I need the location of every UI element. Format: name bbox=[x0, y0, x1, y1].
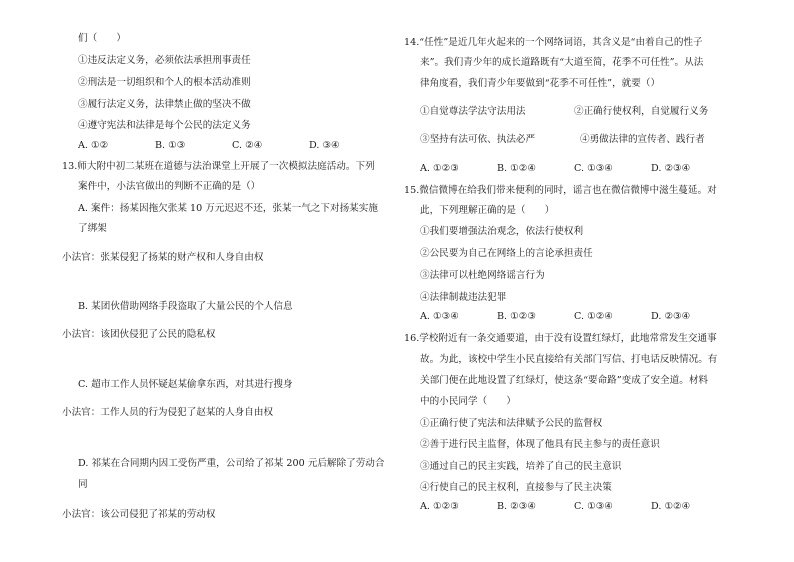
q16-item-2: ②善于进行民主监督，体现了他具有民主参与的责任意识 bbox=[420, 439, 660, 450]
q12-option-b: B. ①③ bbox=[155, 140, 186, 151]
q13-case-d-judgement: 小法官：该公司侵犯了祁某的劳动权 bbox=[62, 509, 216, 520]
q15-option-c: C. ①②④ bbox=[574, 311, 613, 322]
q14-option-d: D. ②③④ bbox=[651, 163, 691, 174]
q16-stem-line-1: 16.学校附近有一条交通要道，由于没有设置红绿灯，此地常常发生交通事 bbox=[404, 333, 717, 344]
q14-item-3: ③坚持有法可依、执法必严 bbox=[420, 134, 536, 145]
q14-stem-line-2: 来”。我们青少年的成长道路既有“大道至简，花季不可任性”。从法 bbox=[420, 57, 704, 68]
q16-stem-line-3: 关部门便在此地设置了红绿灯，使这条“要命路”变成了安全道。材料 bbox=[420, 375, 709, 386]
q13-case-c: C. 超市工作人员怀疑赵某偷拿东西，对其进行搜身 bbox=[78, 379, 293, 390]
q15-option-b: B. ①②③ bbox=[497, 311, 536, 322]
q14-option-b: B. ①②④ bbox=[497, 163, 536, 174]
q13-case-d-line-2: 同 bbox=[78, 479, 88, 490]
q13-case-b: B. 某团伙借助网络手段盗取了大量公民的个人信息 bbox=[78, 301, 293, 312]
q14-stem-line-1: 14.“任性”是近几年火起来的一个网络词语，其含义是“由着自己的性子 bbox=[404, 37, 703, 48]
q12-option-c: C. ②④ bbox=[232, 140, 263, 151]
q14-option-c: C. ①③④ bbox=[574, 163, 613, 174]
q12-item-2: ②刑法是一切组织和个人的根本活动准则 bbox=[78, 77, 251, 88]
q15-item-1: ①我们要增强法治观念，依法行使权利 bbox=[420, 226, 584, 237]
q15-item-3: ③法律可以杜绝网络谣言行为 bbox=[420, 270, 545, 281]
q12-option-a: A. ①② bbox=[78, 140, 109, 151]
q13-case-a-line-2: 了绑架 bbox=[78, 223, 107, 234]
q13-case-c-judgement: 小法官：工作人员的行为侵犯了赵某的人身自由权 bbox=[62, 407, 274, 418]
q15-item-4: ④法律制裁违法犯罪 bbox=[420, 292, 507, 303]
q15-option-a: A. ①③④ bbox=[420, 311, 459, 322]
q13-case-a-judgement: 小法官：张某侵犯了扬某的财产权和人身自由权 bbox=[62, 252, 264, 263]
q13-case-d-line-1: D. 祁某在合同期内因工受伤严重，公司给了祁某 200 元后解除了劳动合 bbox=[78, 458, 385, 469]
q14-item-1: ①自觉尊法学法守法用法 bbox=[420, 106, 526, 117]
q12-stem-tail: 们（ ） bbox=[78, 33, 126, 44]
q12-item-1: ①违反法定义务，必须依法承担刑事责任 bbox=[78, 55, 251, 66]
q13-stem-line-2: 案件中，小法官做出的判断不正确的是（） bbox=[78, 181, 261, 192]
q12-item-4: ④遵守宪法和法律是每个公民的法定义务 bbox=[78, 120, 251, 131]
q15-stem-line-1: 15.微信微博在给我们带来便利的同时，谣言也在微信微博中滋生蔓延。对 bbox=[404, 185, 717, 196]
q13-case-a-line-1: A. 案件：扬某因拖欠张某 10 万元迟迟不还，张某一气之下对扬某实施 bbox=[78, 203, 378, 214]
q15-option-d: D. ②③④ bbox=[651, 311, 691, 322]
q14-stem-line-3: 律角度看，我们青少年要做到“花季不可任性”，就要（） bbox=[420, 78, 661, 89]
q15-stem-line-2: 此，下列理解正确的是（ ） bbox=[420, 205, 555, 216]
q16-option-a: A. ①②③ bbox=[420, 501, 459, 512]
q16-item-4: ④行使自己的民主权利，直接参与了民主决策 bbox=[420, 482, 612, 493]
q12-option-d: D. ③④ bbox=[309, 140, 340, 151]
q16-option-d: D. ①②④ bbox=[651, 501, 691, 512]
q13-stem-line-1: 13.师大附中初二某班在道德与法治课堂上开展了一次模拟法庭活动。下列 bbox=[62, 161, 375, 172]
q13-case-b-judgement: 小法官：该团伙侵犯了公民的隐私权 bbox=[62, 329, 216, 340]
q16-option-c: C. ①③④ bbox=[574, 501, 613, 512]
q12-item-3: ③履行法定义务，法律禁止做的坚决不做 bbox=[78, 99, 251, 110]
q14-item-2: ②正确行使权利，自觉履行义务 bbox=[574, 106, 709, 117]
q16-stem-line-2: 故。为此，该校中学生小民直接给有关部门写信、打电话反映情况。有 bbox=[420, 354, 718, 365]
q14-option-a: A. ①②③ bbox=[420, 163, 459, 174]
q16-item-1: ①正确行使了宪法和法律赋予公民的监督权 bbox=[420, 418, 603, 429]
q16-item-3: ③通过自己的民主实践，培养了自己的民主意识 bbox=[420, 461, 622, 472]
q16-option-b: B. ②③④ bbox=[497, 501, 536, 512]
q15-item-2: ②公民要为自己在网络上的言论承担责任 bbox=[420, 248, 593, 259]
q16-stem-line-4: 中的小民同学（ ） bbox=[420, 396, 516, 407]
q14-item-4: ④勇做法律的宣传者、践行者 bbox=[580, 134, 705, 145]
